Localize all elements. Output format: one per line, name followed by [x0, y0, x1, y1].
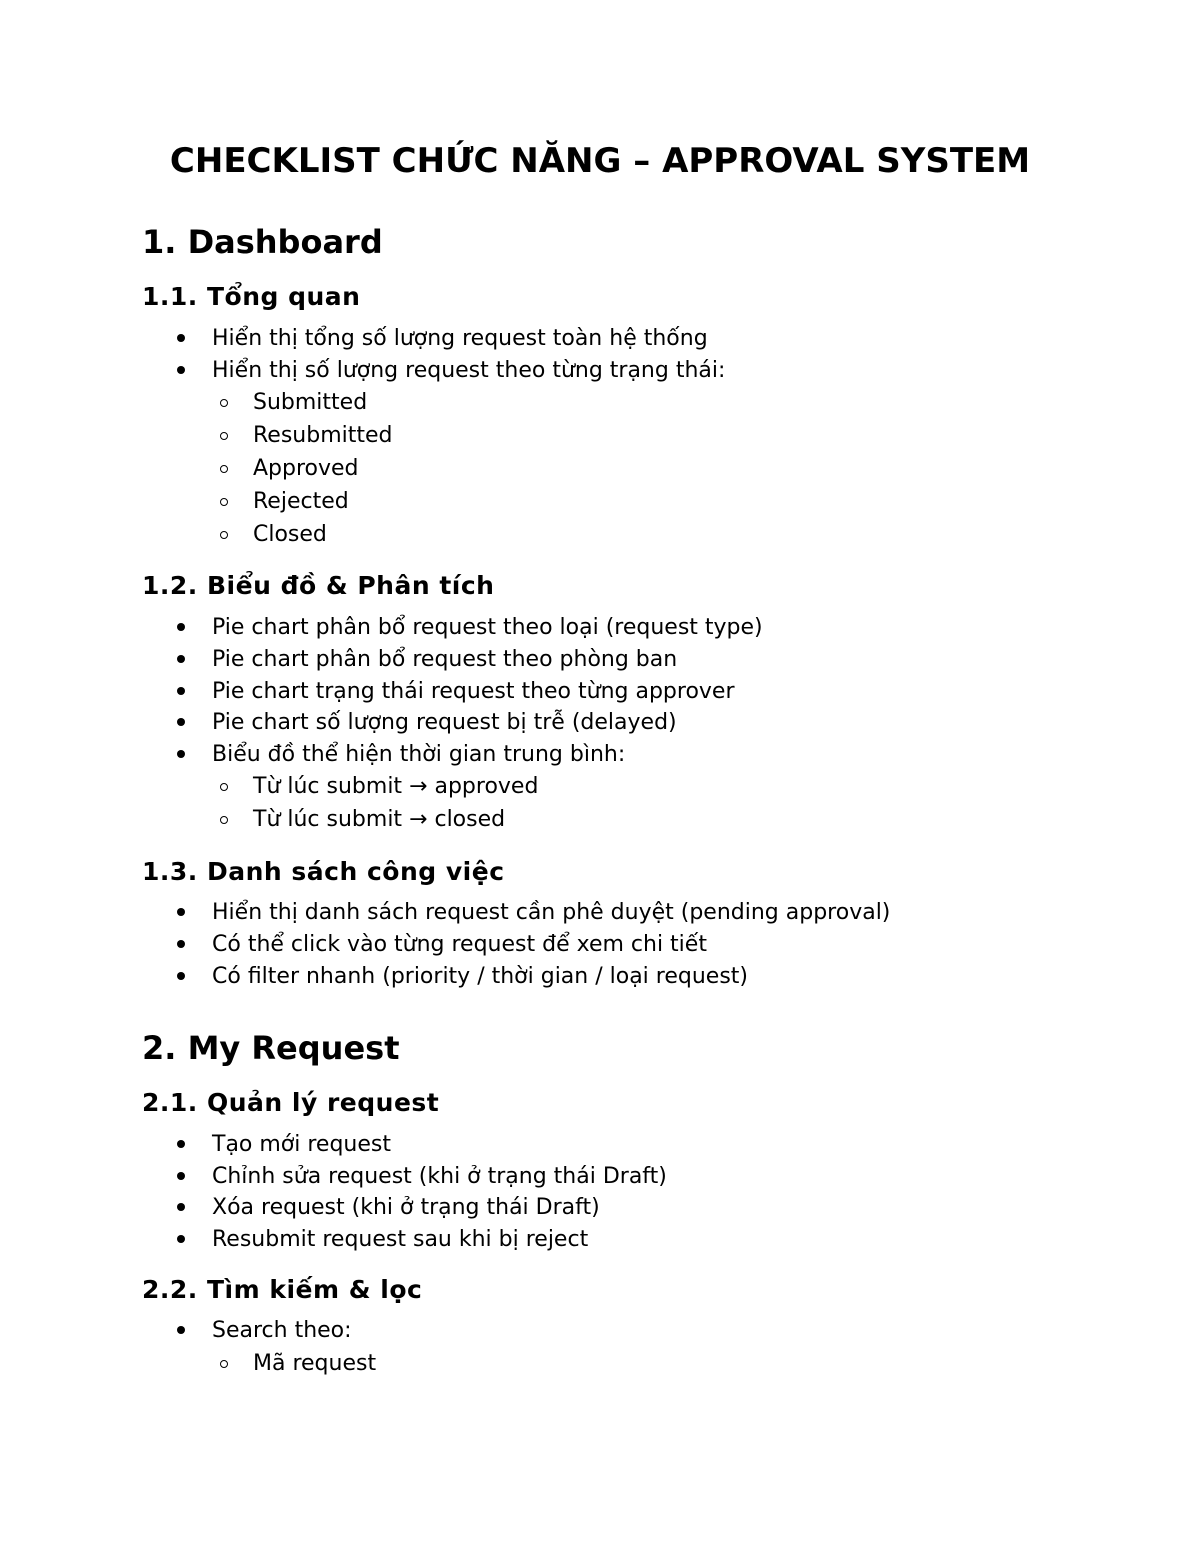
section-heading-my-request: 2. My Request — [142, 1029, 400, 1067]
subsection-heading-search-filter: 2.2. Tìm kiếm & lọc — [142, 1275, 423, 1304]
sub-list-item: Closed — [253, 522, 327, 547]
sub-list-item: Submitted — [253, 390, 368, 415]
document-title: CHECKLIST CHỨC NĂNG – APPROVAL SYSTEM — [169, 141, 1031, 181]
subsection-heading-manage-request: 2.1. Quản lý request — [142, 1088, 440, 1117]
circle-bullet-icon — [214, 454, 234, 484]
bullet-icon — [171, 1130, 191, 1160]
bullet-icon — [171, 677, 191, 707]
subsection-heading-charts: 1.2. Biểu đồ & Phân tích — [142, 571, 495, 600]
list-item: Có filter nhanh (priority / thời gian / loại request) — [212, 964, 749, 989]
bullet-icon — [171, 613, 191, 643]
bullet-icon — [171, 930, 191, 960]
bullet-icon — [171, 1225, 191, 1255]
list-item: Pie chart phân bổ request theo phòng ban — [212, 647, 678, 672]
section-heading-dashboard: 1. Dashboard — [142, 223, 383, 261]
circle-bullet-icon — [214, 421, 234, 451]
bullet-icon — [171, 708, 191, 738]
sub-list-item: Resubmitted — [253, 423, 393, 448]
bullet-icon — [171, 1162, 191, 1192]
sub-list-item: Rejected — [253, 489, 349, 514]
list-item: Hiển thị số lượng request theo từng trạng thái: — [212, 358, 726, 383]
sub-list-item: Từ lúc submit → approved — [253, 774, 539, 799]
bullet-icon — [171, 356, 191, 386]
list-item: Pie chart phân bổ request theo loại (request type) — [212, 615, 763, 640]
circle-bullet-icon — [214, 805, 234, 835]
subsection-heading-overview: 1.1. Tổng quan — [142, 282, 361, 311]
list-item: Xóa request (khi ở trạng thái Draft) — [212, 1195, 600, 1220]
bullet-icon — [171, 962, 191, 992]
list-item: Pie chart trạng thái request theo từng approver — [212, 679, 735, 704]
list-item: Chỉnh sửa request (khi ở trạng thái Draft) — [212, 1164, 667, 1189]
sub-list-item: Từ lúc submit → closed — [253, 807, 506, 832]
list-item: Biểu đồ thể hiện thời gian trung bình: — [212, 742, 626, 767]
subsection-heading-task-list: 1.3. Danh sách công việc — [142, 857, 505, 886]
sub-list-item: Approved — [253, 456, 359, 481]
list-item: Search theo: — [212, 1318, 352, 1343]
bullet-icon — [171, 1316, 191, 1346]
list-item: Hiển thị danh sách request cần phê duyệt (pending approval) — [212, 900, 891, 925]
list-item: Có thể click vào từng request để xem chi tiết — [212, 932, 707, 957]
bullet-icon — [171, 740, 191, 770]
bullet-icon — [171, 1193, 191, 1223]
circle-bullet-icon — [214, 388, 234, 418]
circle-bullet-icon — [214, 520, 234, 550]
list-item: Resubmit request sau khi bị reject — [212, 1227, 589, 1252]
circle-bullet-icon — [214, 487, 234, 517]
list-item: Pie chart số lượng request bị trễ (delayed) — [212, 710, 677, 735]
circle-bullet-icon — [214, 1349, 234, 1379]
list-item: Hiển thị tổng số lượng request toàn hệ thống — [212, 326, 708, 351]
bullet-icon — [171, 898, 191, 928]
bullet-icon — [171, 324, 191, 354]
circle-bullet-icon — [214, 772, 234, 802]
sub-list-item: Mã request — [253, 1351, 377, 1376]
bullet-icon — [171, 645, 191, 675]
list-item: Tạo mới request — [212, 1132, 391, 1157]
